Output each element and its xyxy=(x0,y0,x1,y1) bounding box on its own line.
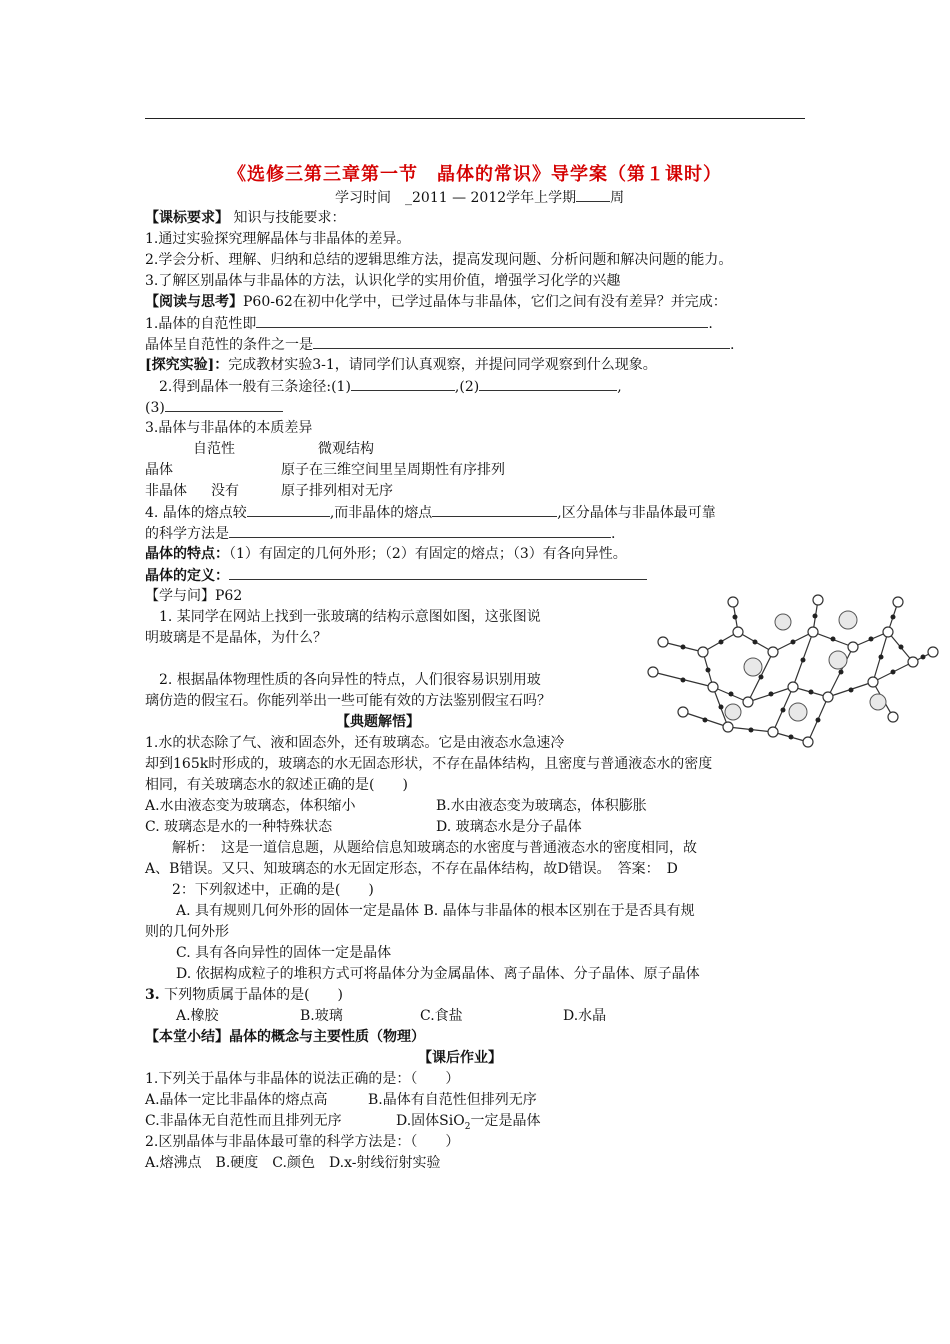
learn-ask-q2a: 2. 根据晶体物理性质的各向异性的特点，人们很容易识别用玻 xyxy=(145,672,541,688)
table-head-2: 微观结构 xyxy=(318,441,374,457)
learn-ask-q1b: 明玻璃是不是晶体，为什么？ xyxy=(145,630,327,646)
curriculum-item-2: 2.学会分析、理解、归纳和总结的逻辑思维方法，提高发现问题、分析问题和解决问题的能力。 xyxy=(145,252,733,268)
homework-q1-option-c: C.非晶体无自范性而且排列无序 xyxy=(145,1113,342,1129)
question-3: 3.晶体与非晶体的本质差异 xyxy=(145,420,313,436)
question-1a: 1.晶体的自范性即 . xyxy=(145,316,713,332)
curriculum-heading: 【课标要求】 知识与技能要求： xyxy=(145,210,346,226)
example-3-option-b: B.玻璃 xyxy=(300,1008,343,1024)
curriculum-item-1: 1.通过实验探究理解晶体与非晶体的差异。 xyxy=(145,231,411,247)
question-4a: 4. 晶体的熔点较 ,而非晶体的熔点 ,区分晶体与非晶体最可靠 xyxy=(145,505,716,521)
reading-heading: 【阅读与思考】P60-62在初中化学中，已学过晶体与非晶体，它们之间有没有差异？并完成： xyxy=(145,294,727,310)
homework-q2-options: A.熔沸点 B.硬度 C.颜色 D.x-射线衍射实验 xyxy=(145,1155,441,1171)
question-2: 2.得到晶体一般有三条途径:(1) ,(2) , xyxy=(145,379,622,395)
table-head-1: 自范性 xyxy=(193,441,235,457)
table-row-amorphous-micro: 原子排列相对无序 xyxy=(281,483,393,499)
homework-q1-option-d: D.固体SiO$_2$一定是晶体 xyxy=(396,1113,541,1132)
question-1b: 晶体呈自范性的条件之一是 . xyxy=(145,337,735,353)
crystal-definition: 晶体的定义： xyxy=(145,566,647,585)
question-4b: 的科学方法是 . xyxy=(145,526,616,542)
table-row-amorphous-self: 没有 xyxy=(211,483,239,499)
example-3-option-c: C.食盐 xyxy=(420,1008,463,1024)
table-row-crystal-micro: 原子在三维空间里呈周期性有序排列 xyxy=(281,462,505,478)
example-1-analysis-1: 解析： 这是一道信息题，从题给信息知玻璃态的水密度与普通液态水的密度相同，故 xyxy=(158,840,697,856)
question-2-3: (3) xyxy=(145,398,283,417)
homework-q1: 1.下列关于晶体与非晶体的说法正确的是：（ ） xyxy=(145,1071,460,1087)
example-1-option-a: A.水由液态变为玻璃态，体积缩小 xyxy=(145,798,356,814)
homework-heading: 【课后作业】 xyxy=(418,1050,502,1066)
example-2-option-d: D. 依据构成粒子的堆积方式可将晶体分为金属晶体、离子晶体、分子晶体、原子晶体 xyxy=(162,966,700,982)
example-1-option-c: C. 玻璃态是水的一种特殊状态 xyxy=(145,819,333,835)
example-2-option-b-cont: 则的几何外形 xyxy=(145,924,229,940)
example-1b: 却到165k时形成的，玻璃态的水无固态形状，不存在晶体结构，且密度与普通液态水的密度 xyxy=(145,756,713,772)
example-3: 3. 下列物质属于晶体的是( ) xyxy=(145,987,343,1003)
example-1a: 1.水的状态除了气、液和固态外，还有玻璃态。它是由液态水急速冷 xyxy=(145,735,565,751)
example-2-option-ab: A. 具有规则几何外形的固体一定是晶体 B. 晶体与非晶体的根本区别在于是否具有规 xyxy=(162,903,695,919)
homework-q2: 2.区别晶体与非晶体最可靠的科学方法是：（ ） xyxy=(145,1134,460,1150)
homework-q1-option-a: A.晶体一定比非晶体的熔点高 xyxy=(145,1092,328,1108)
homework-q1-option-b: B.晶体有自范性但排列无序 xyxy=(368,1092,537,1108)
top-rule xyxy=(145,118,805,119)
curriculum-item-3: 3.了解区别晶体与非晶体的方法，认识化学的实用价值，增强学习化学的兴趣 xyxy=(145,273,621,289)
learn-ask-q1a: 1. 某同学在网站上找到一张玻璃的结构示意图如图，这张图说 xyxy=(145,609,541,625)
table-row-amorphous-label: 非晶体 xyxy=(145,483,187,499)
example-1-option-d: D. 玻璃态水是分子晶体 xyxy=(436,819,582,835)
example-2: 2：下列叙述中，正确的是( ) xyxy=(158,882,374,898)
experiment-line: [探究实验]：完成教材实验3-1，请同学们认真观察，并提问同学观察到什么现象。 xyxy=(145,357,657,373)
study-time: 学习时间 _2011 — 2012学年上学期 周 xyxy=(335,190,625,206)
page-title: 《选修三第三章第一节 晶体的常识》导学案（第１课时） xyxy=(228,164,722,185)
example-1c: 相同，有关玻璃态水的叙述正确的是( ) xyxy=(145,777,408,793)
example-heading: 【典题解悟】 xyxy=(336,714,420,730)
table-row-crystal-label: 晶体 xyxy=(145,462,173,478)
example-1-analysis-2: A、B错误。又只、知玻璃态的水无固定形态，不存在晶体结构，故D错误。 答案： D xyxy=(145,861,678,877)
learn-ask-q2b: 璃仿造的假宝石。你能列举出一些可能有效的方法鉴别假宝石吗？ xyxy=(145,693,551,709)
example-2-option-c: C. 具有各向异性的固体一定是晶体 xyxy=(162,945,392,961)
summary-heading: 【本堂小结】晶体的概念与主要性质（物理） xyxy=(145,1029,425,1045)
example-3-option-a: A.橡胶 xyxy=(176,1008,219,1024)
learn-ask-heading: 【学与问】P62 xyxy=(145,588,243,604)
glass-structure-diagram xyxy=(643,592,943,752)
example-1-option-b: B.水由液态变为玻璃态，体积膨胀 xyxy=(436,798,647,814)
example-3-option-d: D.水晶 xyxy=(563,1008,607,1024)
crystal-features: 晶体的特点：（1）有固定的几何外形；（2）有固定的熔点；（3）有各向异性。 xyxy=(145,546,627,562)
